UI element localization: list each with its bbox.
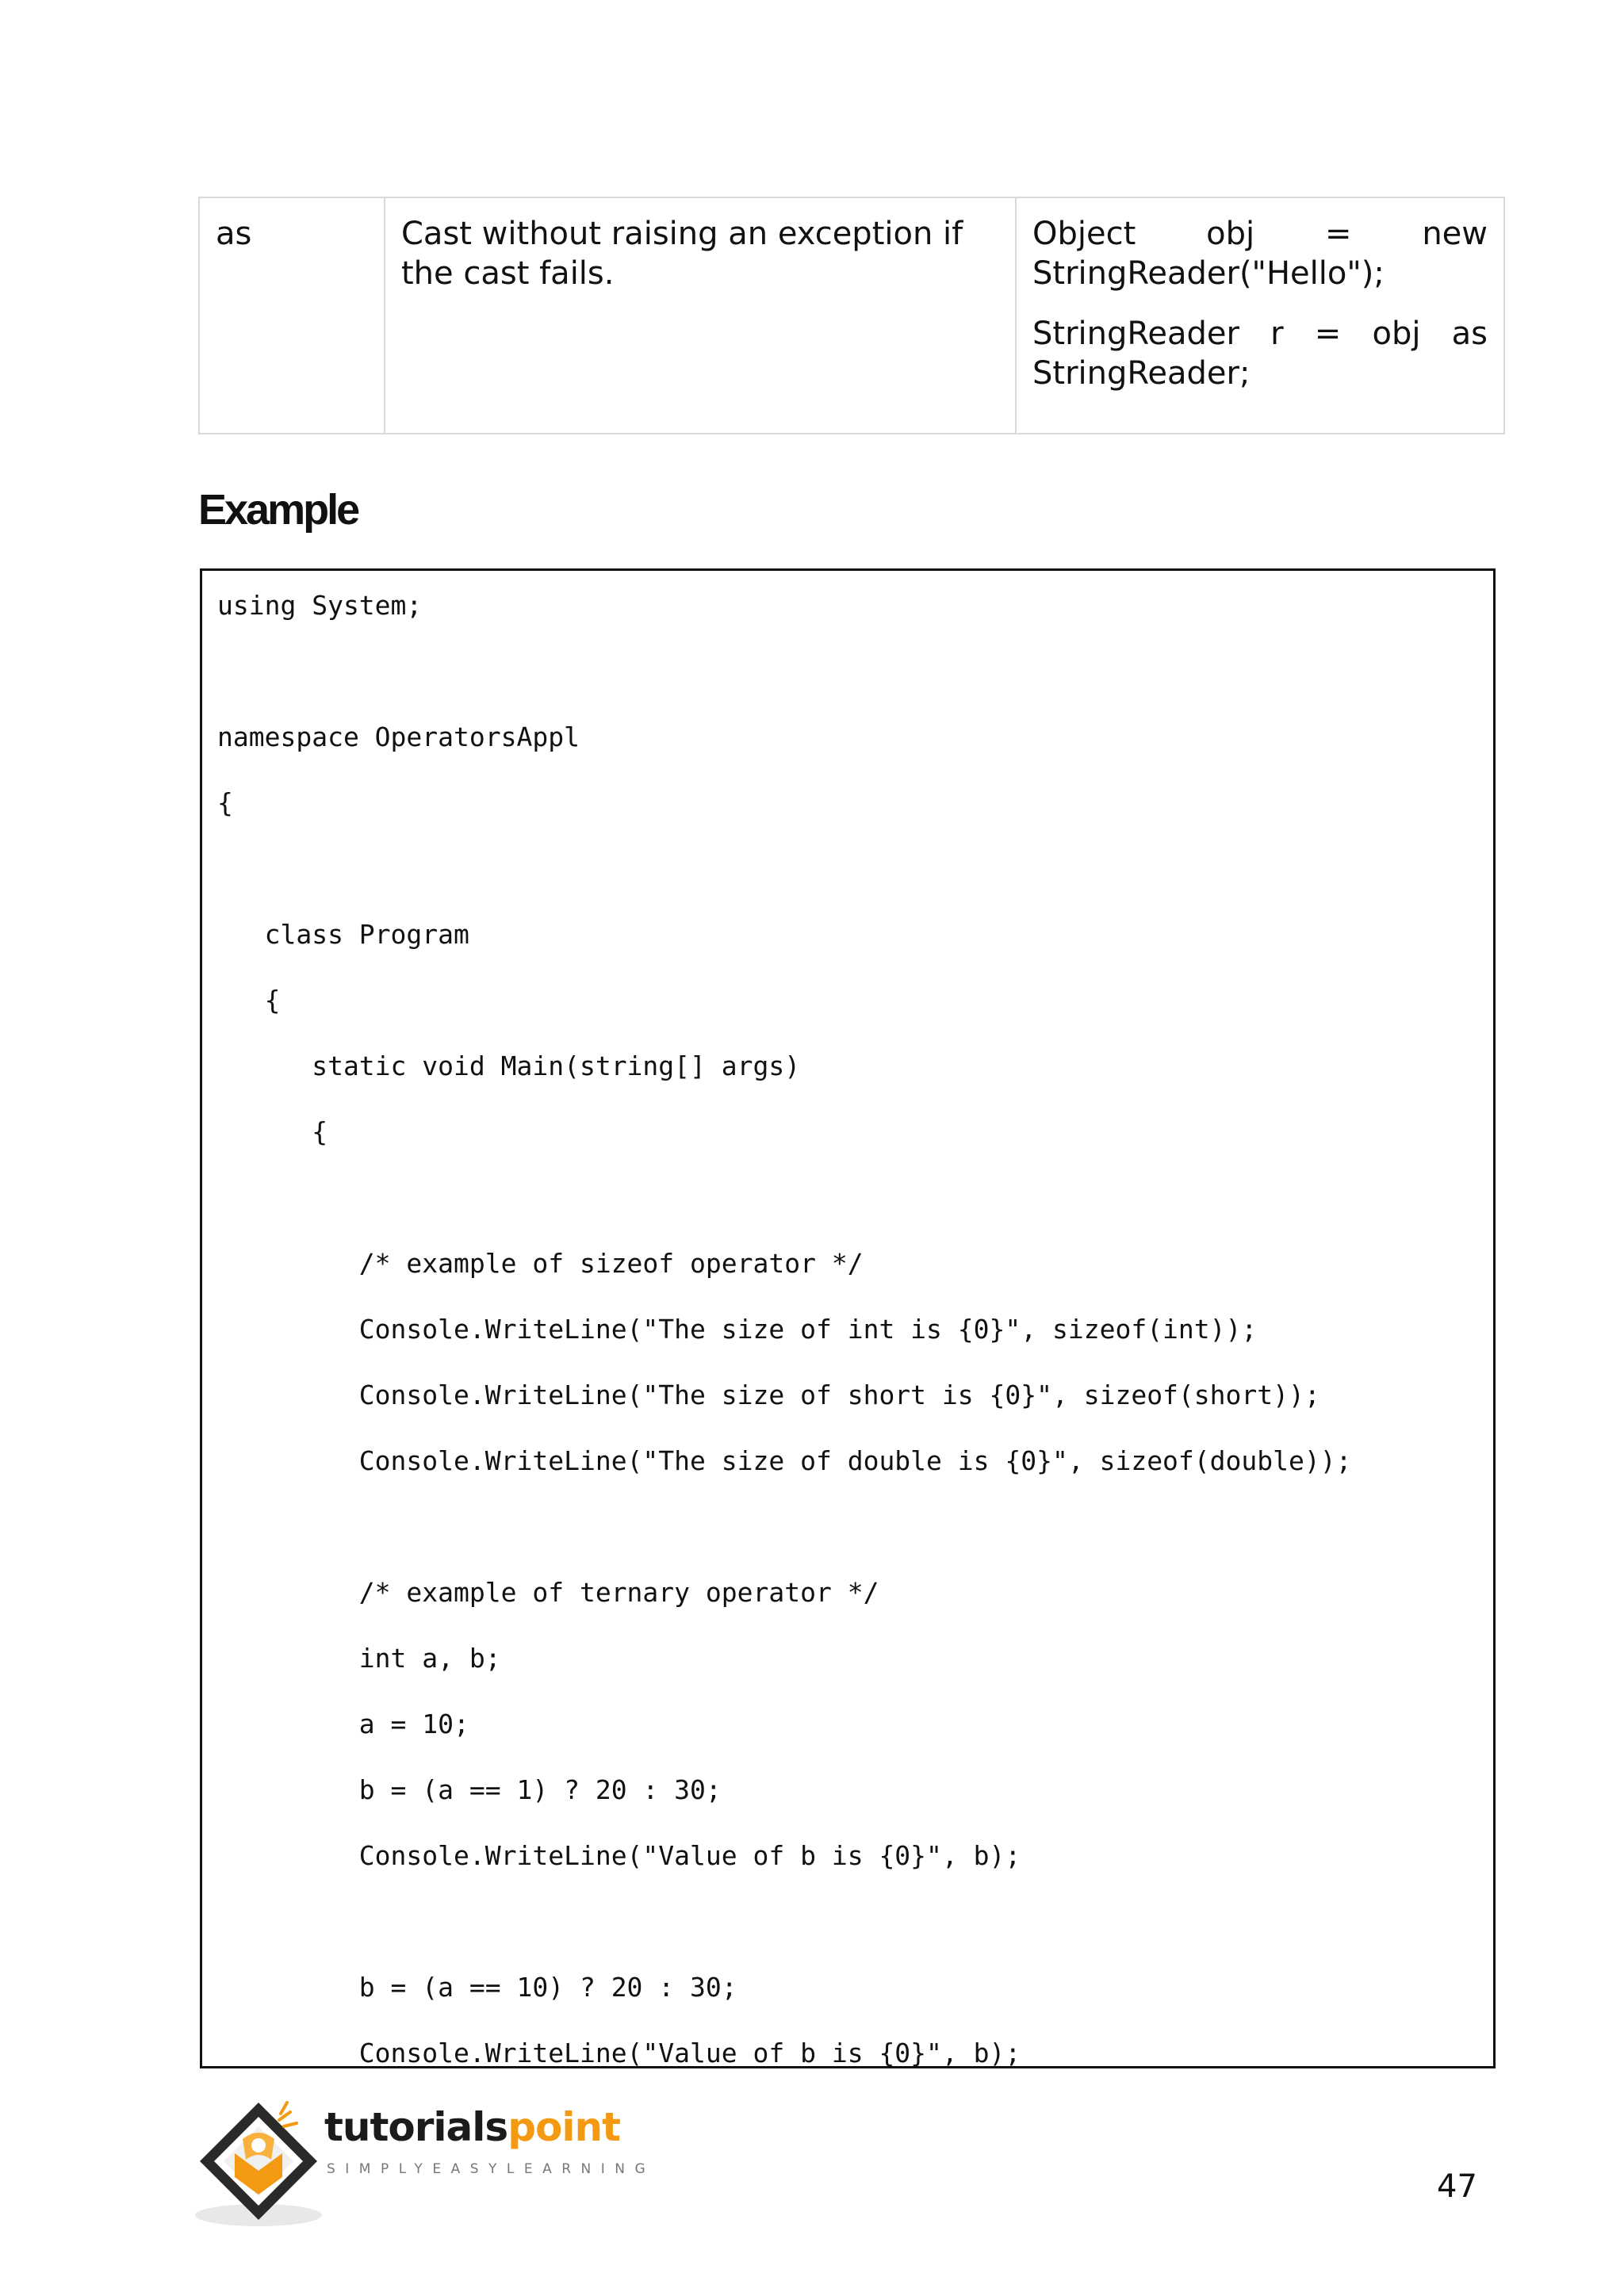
code-line: class Program	[217, 919, 469, 950]
word: as	[1451, 316, 1488, 352]
logo-emblem-icon	[193, 2098, 324, 2233]
code-lines	[217, 587, 1351, 2068]
code-line: Console.WriteLine("Value of b is {0}", b);	[217, 1840, 1021, 1871]
word: r	[1270, 316, 1284, 352]
word: =	[1324, 216, 1352, 252]
operator-cell: as	[199, 197, 385, 434]
code-line	[217, 1179, 1351, 1245]
example-paragraph-2	[1032, 314, 1488, 393]
code-line: namespace OperatorsAppl	[217, 721, 580, 752]
code-line: Console.WriteLine("The size of int is {0}", sizeof(int));	[217, 1314, 1258, 1345]
code-line: /* example of sizeof operator */	[217, 1248, 864, 1279]
word: StringReader	[1032, 316, 1239, 352]
example-line-1-rest: StringReader("Hello");	[1032, 255, 1385, 292]
section-heading: Example	[198, 486, 358, 534]
example-line-2	[1032, 314, 1488, 354]
code-line: a = 10;	[217, 1709, 469, 1739]
code-line	[217, 652, 1351, 718]
word: =	[1314, 316, 1342, 352]
page-number: 47	[1437, 2168, 1477, 2205]
code-line: {	[217, 985, 281, 1016]
code-line: {	[217, 787, 233, 818]
word: new	[1422, 216, 1488, 252]
tutorialspoint-logo	[193, 2098, 656, 2233]
word: obj	[1372, 316, 1421, 352]
word: obj	[1206, 216, 1255, 252]
logo-tagline: SIMPLYEASYLEARNING	[327, 2161, 656, 2177]
code-block	[200, 568, 1496, 2068]
logo-word-point: point	[508, 2104, 620, 2150]
word: Object	[1032, 216, 1136, 252]
code-line: Console.WriteLine("The size of short is {0}", sizeof(short));	[217, 1380, 1320, 1410]
logo-wordmark	[324, 2104, 620, 2150]
code-line	[217, 1903, 1351, 1969]
code-line: {	[217, 1116, 328, 1147]
logo-word-tutorials: tutorials	[324, 2104, 508, 2150]
description-cell: Cast without raising an exception if the cast fails.	[385, 197, 1016, 434]
code-line: Console.WriteLine("The size of double is {0}", sizeof(double));	[217, 1445, 1352, 1476]
code-line: /* example of ternary operator */	[217, 1577, 879, 1608]
code-line: b = (a == 1) ? 20 : 30;	[217, 1774, 722, 1805]
example-cell	[1016, 197, 1504, 434]
code-line	[217, 850, 1351, 916]
code-line: static void Main(string[] args)	[217, 1050, 801, 1081]
example-paragraph-1	[1032, 214, 1488, 293]
code-line: Console.WriteLine("Value of b is {0}", b);	[217, 2038, 1021, 2068]
operators-table	[198, 197, 1505, 434]
code-line	[217, 1508, 1351, 1574]
code-line: int a, b;	[217, 1643, 501, 1674]
code-line: b = (a == 10) ? 20 : 30;	[217, 1972, 737, 2003]
table-row	[199, 197, 1504, 434]
code-line: using System;	[217, 590, 423, 621]
example-line-1	[1032, 214, 1488, 254]
example-line-2-rest: StringReader;	[1032, 355, 1251, 392]
